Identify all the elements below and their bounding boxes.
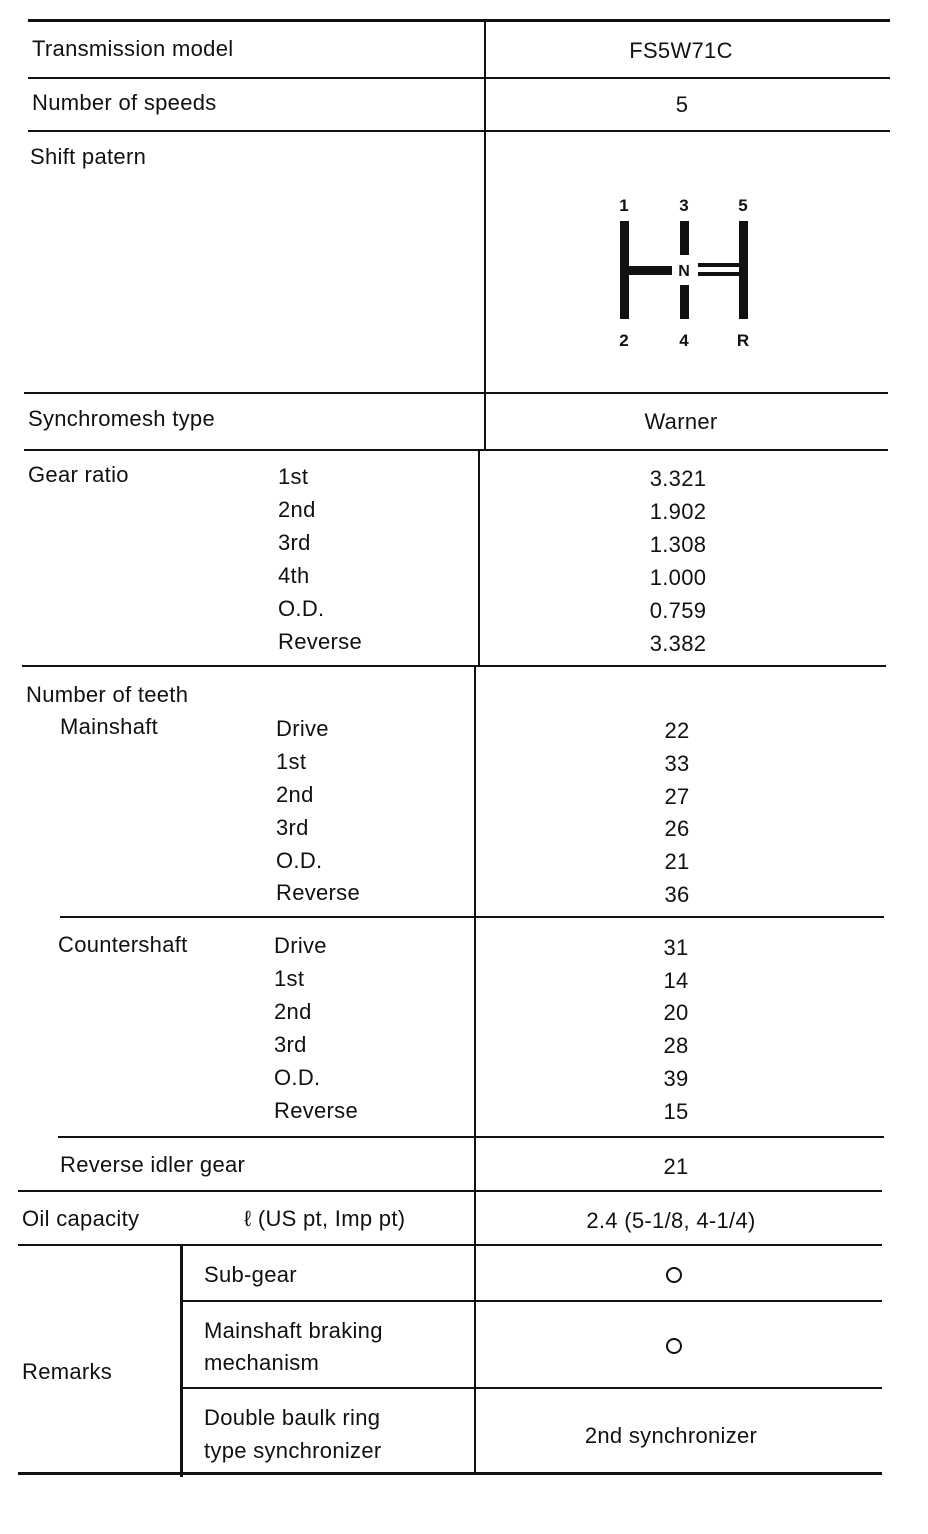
row-divider — [182, 1300, 882, 1302]
gear-label-3: 3 — [679, 196, 689, 215]
gear-ratio-value: 1.000 — [649, 565, 707, 590]
countershaft-gear-name: Reverse — [274, 1098, 359, 1123]
mainshaft-gear-name: Drive — [276, 716, 329, 741]
neutral-label: N — [678, 263, 690, 280]
gate-bar-right — [739, 221, 748, 319]
mainshaft-gear-value: 21 — [664, 849, 690, 874]
countershaft-gear-name: 3rd — [274, 1032, 307, 1057]
countershaft-gear-value: 15 — [663, 1099, 689, 1124]
mainshaft-gear-value: 26 — [664, 816, 690, 841]
row-divider — [18, 1190, 882, 1192]
row-divider — [60, 916, 884, 918]
gear-ratio-value: 1.308 — [649, 532, 707, 557]
gate-crossbar-left — [620, 266, 672, 275]
mainshaft-braking-mark-circle-icon — [666, 1338, 682, 1354]
gear-ratio-value: 3.382 — [649, 631, 707, 656]
countershaft-gear-value: 20 — [663, 1000, 689, 1025]
gear-ratio-value: 0.759 — [649, 598, 707, 623]
mainshaft-gear-name: O.D. — [276, 848, 323, 873]
sub-gear-mark-circle-icon — [666, 1267, 682, 1283]
teeth-label: Number of teeth — [26, 682, 189, 707]
mainshaft-label: Mainshaft — [60, 714, 159, 739]
row-divider — [22, 665, 886, 667]
countershaft-gear-value: 39 — [663, 1066, 689, 1091]
row-divider — [24, 392, 888, 394]
gear-ratio-name: Reverse — [278, 629, 363, 654]
gear-ratio-value: 1.902 — [649, 499, 707, 524]
mainshaft-gear-name: 3rd — [276, 815, 309, 840]
gear-ratio-name: 4th — [278, 563, 310, 588]
row-divider — [28, 77, 890, 79]
gear-ratio-name: O.D. — [278, 596, 325, 621]
gear-label-r: R — [736, 331, 750, 350]
shift-pattern-label: Shift patern — [30, 144, 147, 169]
remarks-label: Remarks — [22, 1359, 113, 1384]
double-baulk-label: type synchronizer — [204, 1438, 382, 1463]
gear-label-5: 5 — [738, 196, 748, 215]
double-baulk-value: 2nd synchronizer — [584, 1423, 758, 1448]
table-top-border — [28, 19, 890, 22]
gear-ratio-name: 3rd — [278, 530, 311, 555]
remarks-divider — [180, 1245, 183, 1477]
oil-capacity-label: Oil capacity — [22, 1206, 140, 1231]
countershaft-gear-value: 28 — [663, 1033, 689, 1058]
gate-crossbar-right — [698, 272, 748, 276]
mainshaft-gear-value: 27 — [664, 784, 690, 809]
oil-capacity-unit: ℓ (US pt, Imp pt) — [244, 1206, 406, 1231]
double-baulk-label: Double baulk ring — [204, 1405, 381, 1430]
number-of-speeds-label: Number of speeds — [32, 90, 217, 115]
gate-bar-middle-bottom — [680, 285, 689, 319]
mainshaft-gear-value: 33 — [664, 751, 690, 776]
gate-crossbar-right — [698, 263, 748, 267]
synchromesh-value: Warner — [644, 409, 718, 434]
gear-ratio-name: 2nd — [278, 497, 316, 522]
countershaft-label: Countershaft — [58, 932, 188, 957]
gate-bar-middle-top — [680, 221, 689, 255]
reverse-idler-value: 21 — [663, 1154, 689, 1179]
transmission-model-label: Transmission model — [32, 36, 234, 61]
table-bottom-border — [18, 1472, 882, 1475]
gear-ratio-name: 1st — [278, 464, 309, 489]
row-divider — [182, 1387, 882, 1389]
gear-ratio-value: 3.321 — [649, 466, 707, 491]
countershaft-gear-name: 1st — [274, 966, 305, 991]
transmission-model-value: FS5W71C — [629, 38, 733, 63]
countershaft-gear-name: Drive — [274, 933, 327, 958]
reverse-idler-label: Reverse idler gear — [60, 1152, 246, 1177]
mainshaft-braking-label: mechanism — [204, 1350, 320, 1375]
number-of-speeds-value: 5 — [675, 92, 689, 117]
countershaft-gear-value: 31 — [663, 935, 689, 960]
gear-ratio-label: Gear ratio — [28, 462, 129, 487]
row-divider — [24, 449, 888, 451]
countershaft-gear-name: O.D. — [274, 1065, 321, 1090]
row-divider — [18, 1244, 882, 1246]
countershaft-gear-value: 14 — [663, 968, 689, 993]
gear-label-4: 4 — [679, 331, 689, 350]
gear-label-2: 2 — [619, 331, 629, 350]
oil-capacity-value: 2.4 (5-1/8, 4-1/4) — [586, 1208, 756, 1233]
mainshaft-gear-name: 2nd — [276, 782, 314, 807]
gear-label-1: 1 — [619, 196, 629, 215]
mainshaft-gear-value: 36 — [664, 882, 690, 907]
row-divider — [28, 130, 890, 132]
mainshaft-gear-value: 22 — [664, 718, 690, 743]
shift-pattern-diagram — [600, 185, 770, 355]
column-divider — [484, 20, 486, 450]
sub-gear-label: Sub-gear — [204, 1262, 297, 1287]
synchromesh-label: Synchromesh type — [28, 406, 215, 431]
mainshaft-gear-name: 1st — [276, 749, 307, 774]
countershaft-gear-name: 2nd — [274, 999, 312, 1024]
mainshaft-braking-label: Mainshaft braking — [204, 1318, 383, 1343]
mainshaft-gear-name: Reverse — [276, 880, 361, 905]
row-divider — [58, 1136, 884, 1138]
